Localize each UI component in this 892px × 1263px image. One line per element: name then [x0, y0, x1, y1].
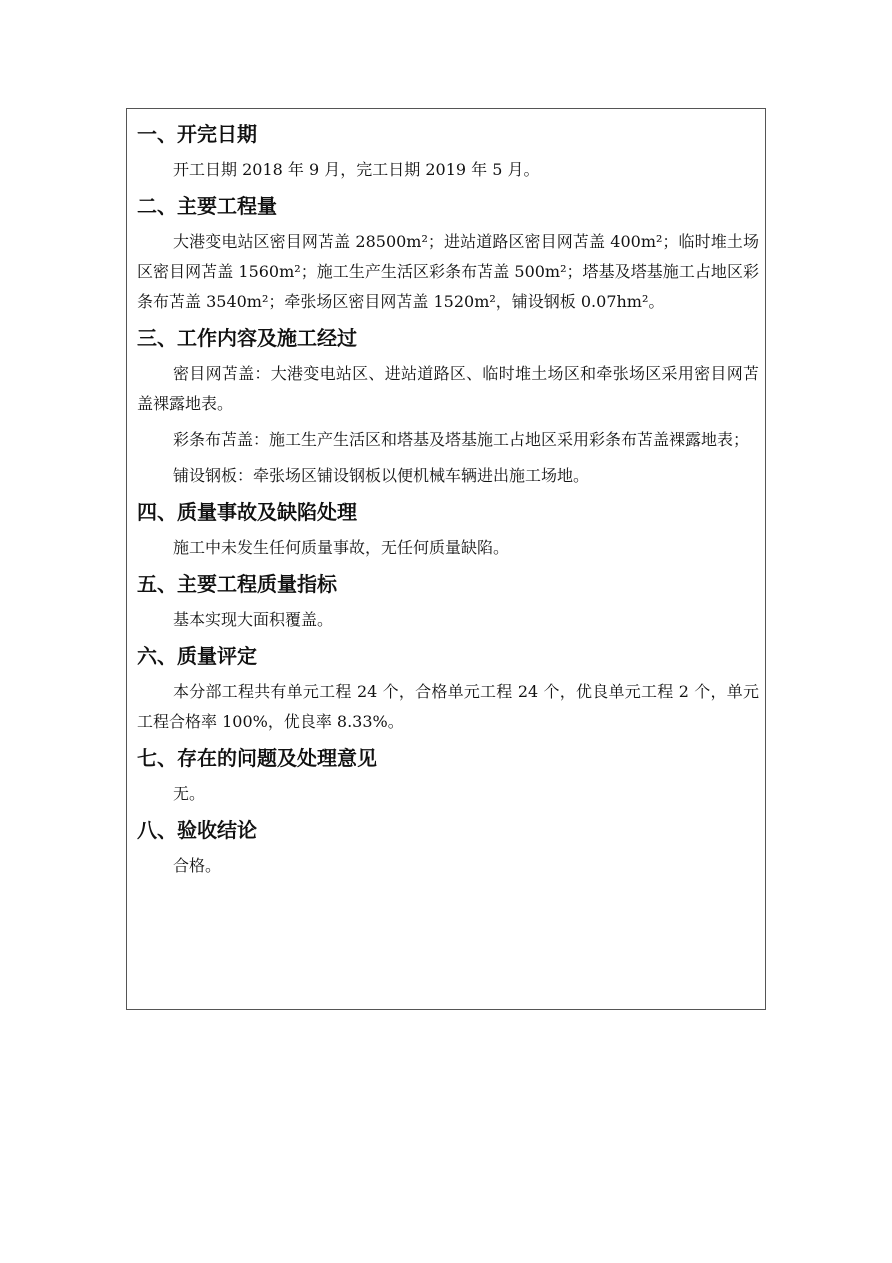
section-heading-1: 一、开完日期 [137, 122, 257, 146]
section-3-paragraph-1: 密目网苫盖：大港变电站区、进站道路区、临时堆土场区和牵张场区采用密目网苫盖裸露地表。 [137, 364, 759, 413]
document-content [137, 119, 759, 887]
section-1-paragraph-1: 开工日期 2018 年 9 月，完工日期 2019 年 5 月。 [173, 160, 540, 179]
section-5-paragraph-1: 基本实现大面积覆盖。 [173, 610, 334, 629]
section-heading-8: 八、验收结论 [137, 818, 257, 842]
section-4-paragraph-1: 施工中未发生任何质量事故，无任何质量缺陷。 [173, 538, 510, 557]
document-frame [126, 108, 766, 1010]
section-heading-5: 五、主要工程质量指标 [137, 572, 337, 596]
section-heading-6: 六、质量评定 [137, 644, 257, 668]
section-heading-3: 三、工作内容及施工经过 [137, 326, 357, 350]
section-3-paragraph-3: 铺设钢板：牵张场区铺设钢板以便机械车辆进出施工场地。 [173, 466, 590, 485]
section-8-paragraph-1: 合格。 [173, 856, 222, 875]
section-7-paragraph-1: 无。 [173, 784, 206, 803]
section-2-paragraph-1: 大港变电站区密目网苫盖 28500m²；进站道路区密目网苫盖 400m²；临时堆土场区密目网苫盖 1560m²；施工生产生活区彩条布苫盖 500m²；塔基及塔基施工占地区彩条布苫盖 3540m²；牵张场区密目网苫盖 1520m²，铺设钢板 0.07hm²。 [137, 232, 759, 311]
section-6-paragraph-1: 本分部工程共有单元工程 24 个，合格单元工程 24 个，优良单元工程 2 个，单元工程合格率 100%，优良率 8.33%。 [137, 682, 759, 731]
section-3-paragraph-2: 彩条布苫盖：施工生产生活区和塔基及塔基施工占地区采用彩条布苫盖裸露地表； [173, 430, 750, 449]
section-heading-7: 七、存在的问题及处理意见 [137, 746, 377, 770]
section-heading-4: 四、质量事故及缺陷处理 [137, 500, 357, 524]
section-heading-2: 二、主要工程量 [137, 194, 277, 218]
